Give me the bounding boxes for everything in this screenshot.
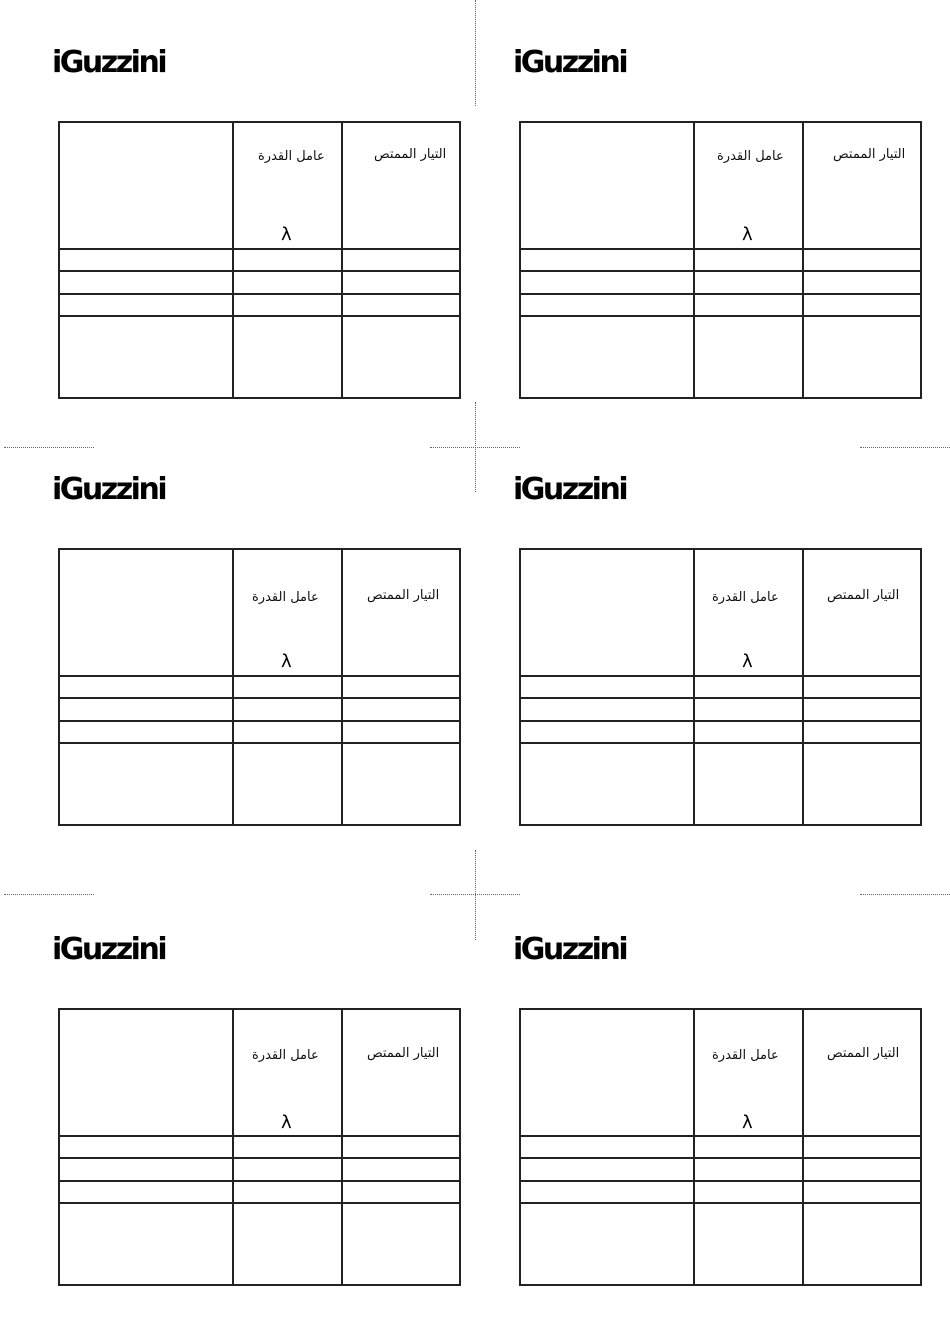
cut-guide-horizontal bbox=[860, 894, 950, 895]
cut-guide-horizontal bbox=[860, 447, 950, 448]
spec-table bbox=[58, 1008, 461, 1286]
cut-guide-horizontal bbox=[4, 447, 94, 448]
lambda-symbol: λ bbox=[281, 224, 292, 245]
label-card-5 bbox=[52, 932, 463, 1294]
current-header: التيار الممتص bbox=[374, 147, 447, 162]
current-header: التيار الممتص bbox=[367, 1046, 440, 1061]
lambda-symbol: λ bbox=[742, 224, 753, 245]
iguzzini-logo: iGuzzini bbox=[513, 472, 627, 507]
lambda-symbol: λ bbox=[281, 651, 292, 672]
power-factor-header: عامل القدرة bbox=[252, 590, 319, 605]
iguzzini-logo: iGuzzini bbox=[52, 932, 166, 967]
current-header: التيار الممتص bbox=[827, 588, 900, 603]
power-factor-header: عامل القدرة bbox=[712, 1048, 779, 1063]
current-header: التيار الممتص bbox=[367, 588, 440, 603]
iguzzini-logo: iGuzzini bbox=[52, 45, 166, 80]
power-factor-header: عامل القدرة bbox=[258, 149, 325, 164]
spec-table bbox=[519, 1008, 922, 1286]
label-card-1 bbox=[52, 45, 463, 407]
label-card-2 bbox=[513, 45, 924, 407]
power-factor-header: عامل القدرة bbox=[717, 149, 784, 164]
cut-guide-horizontal bbox=[430, 447, 520, 448]
iguzzini-logo: iGuzzini bbox=[513, 932, 627, 967]
label-card-6 bbox=[513, 932, 924, 1294]
cut-guide-vertical bbox=[475, 0, 476, 106]
cut-guide-horizontal bbox=[4, 894, 94, 895]
spec-table bbox=[519, 548, 922, 826]
power-factor-header: عامل القدرة bbox=[712, 590, 779, 605]
spec-table bbox=[58, 121, 461, 399]
label-card-4 bbox=[513, 472, 924, 834]
spec-table bbox=[519, 121, 922, 399]
label-card-3 bbox=[52, 472, 463, 834]
lambda-symbol: λ bbox=[742, 651, 753, 672]
power-factor-header: عامل القدرة bbox=[252, 1048, 319, 1063]
lambda-symbol: λ bbox=[742, 1112, 753, 1133]
lambda-symbol: λ bbox=[281, 1112, 292, 1133]
spec-table bbox=[58, 548, 461, 826]
iguzzini-logo: iGuzzini bbox=[52, 472, 166, 507]
current-header: التيار الممتص bbox=[833, 147, 906, 162]
cut-guide-vertical bbox=[475, 850, 476, 940]
current-header: التيار الممتص bbox=[827, 1046, 900, 1061]
cut-guide-horizontal bbox=[430, 894, 520, 895]
iguzzini-logo: iGuzzini bbox=[513, 45, 627, 80]
